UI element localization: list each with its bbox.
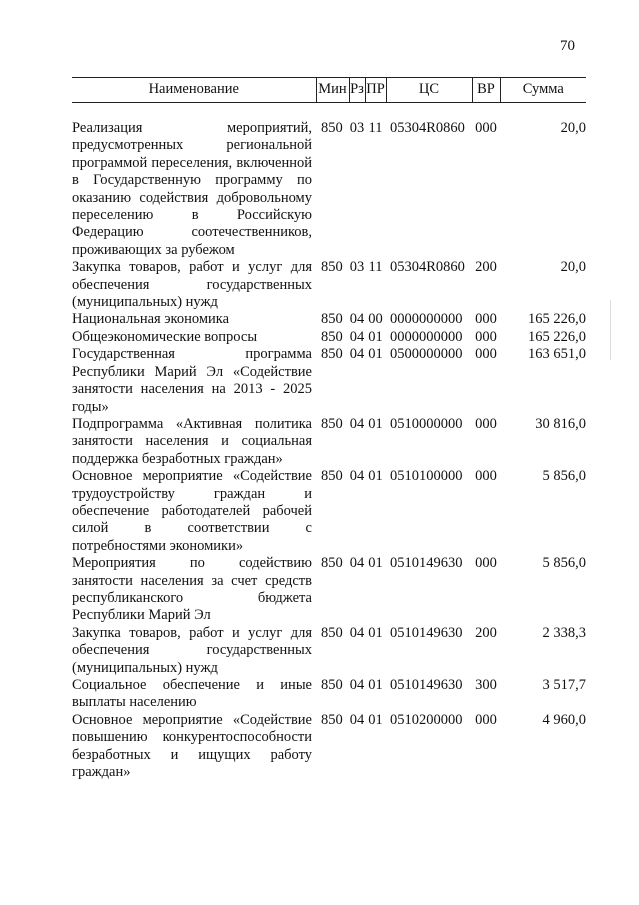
row-rz: 04 — [349, 468, 365, 485]
table-row — [72, 329, 586, 346]
row-sum: 165 226,0 — [528, 328, 586, 345]
row-cs: 0000000000 — [390, 311, 463, 328]
row-name: Основное мероприятие «Содействие трудоустройству граждан и обеспечение работодателей рабочей силой в соответствии с потребностями экономики» — [72, 468, 312, 554]
row-name: Подпрограмма «Активная политика занятости населения и социальная поддержка безработных граждан» — [72, 415, 312, 467]
row-cs: 0510149630 — [390, 624, 463, 641]
table-row — [72, 625, 586, 677]
row-pr: 01 — [368, 555, 383, 572]
row-pr: 11 — [368, 120, 383, 136]
row-rz: 04 — [349, 311, 365, 328]
table-row — [72, 712, 586, 782]
row-rz: 04 — [349, 415, 365, 432]
row-min: 850 — [321, 346, 343, 363]
row-pr: 01 — [368, 711, 383, 728]
table-row — [72, 468, 586, 555]
row-pr: 01 — [368, 346, 383, 363]
row-sum: 5 856,0 — [542, 468, 586, 485]
row-vr: 000 — [475, 311, 497, 328]
row-vr: 000 — [475, 555, 497, 572]
row-min: 850 — [321, 120, 343, 136]
row-vr: 000 — [475, 711, 497, 728]
row-pr: 00 — [368, 311, 383, 328]
row-rz: 04 — [349, 328, 365, 345]
row-sum: 20,0 — [560, 259, 586, 276]
row-name: Реализация мероприятий, предусмотренных региональной программой переселения, включенной в Государственную программу по оказанию содействия добровольному переселению в Российскую Федерацию соотечественников, проживающих за рубежом — [72, 120, 312, 258]
row-vr: 300 — [475, 677, 497, 693]
row-cs: 0510149630 — [390, 555, 463, 572]
row-min: 850 — [321, 677, 343, 693]
row-sum: 163 651,0 — [528, 346, 586, 363]
row-vr: 000 — [475, 415, 497, 432]
row-name: Мероприятия по содействию занятости населения за счет средств республиканского бюджета Республики Марий Эл — [72, 555, 312, 624]
header-vr: ВР — [472, 78, 500, 103]
row-cs: 0510000000 — [390, 415, 463, 432]
header-gap — [72, 103, 586, 121]
scan-margin-mark — [610, 300, 611, 360]
table-row — [72, 346, 586, 416]
row-name: Национальная экономика — [72, 311, 230, 328]
row-rz: 04 — [349, 711, 365, 728]
row-sum: 30 816,0 — [535, 415, 586, 432]
row-cs: 0500000000 — [390, 346, 463, 363]
row-min: 850 — [321, 624, 343, 641]
row-sum: 2 338,3 — [542, 624, 586, 641]
row-vr: 000 — [475, 328, 497, 345]
row-name: Закупка товаров, работ и услуг для обеспечения государственных (муниципальных) нужд — [72, 624, 312, 676]
row-rz: 03 — [349, 120, 365, 136]
row-rz: 04 — [349, 624, 365, 641]
row-min: 850 — [321, 711, 343, 728]
row-cs: 05304R0860 — [390, 120, 465, 136]
row-min: 850 — [321, 415, 343, 432]
page-number: 70 — [560, 38, 575, 54]
row-vr: 200 — [475, 259, 497, 276]
row-pr: 01 — [368, 677, 383, 693]
row-cs: 05304R0860 — [390, 259, 465, 276]
row-pr: 01 — [368, 415, 383, 432]
table-header-row — [72, 78, 586, 103]
budget-table — [72, 77, 586, 781]
row-name: Общеэкономические вопросы — [72, 328, 258, 345]
row-sum: 5 856,0 — [542, 555, 586, 572]
row-rz: 03 — [349, 259, 365, 276]
table-row — [72, 555, 586, 625]
table-row — [72, 416, 586, 468]
row-name: Основное мероприятие «Содействие повышению конкурентоспособности безработных и ищущих работу граждан» — [72, 711, 312, 781]
table-row — [72, 259, 586, 311]
header-pr: ПР — [365, 78, 386, 103]
row-sum: 20,0 — [560, 120, 586, 136]
row-cs: 0510100000 — [390, 468, 463, 485]
table-row — [72, 120, 586, 259]
row-min: 850 — [321, 328, 343, 345]
row-cs: 0510149630 — [390, 677, 463, 693]
header-min: Мин — [316, 78, 349, 103]
row-name: Закупка товаров, работ и услуг для обеспечения государственных (муниципальных) нужд — [72, 259, 312, 311]
row-rz: 04 — [349, 677, 365, 693]
header-rz: Рз — [349, 78, 365, 103]
row-cs: 0000000000 — [390, 328, 463, 345]
row-min: 850 — [321, 555, 343, 572]
row-rz: 04 — [349, 555, 365, 572]
header-sum: Сумма — [500, 78, 586, 103]
row-min: 850 — [321, 311, 343, 328]
row-rz: 04 — [349, 346, 365, 363]
row-pr: 01 — [368, 624, 383, 641]
table-row — [72, 311, 586, 328]
table-row — [72, 677, 586, 712]
row-min: 850 — [321, 468, 343, 485]
row-vr: 000 — [475, 468, 497, 485]
row-pr: 01 — [368, 468, 383, 485]
row-vr: 200 — [475, 624, 497, 641]
row-sum: 4 960,0 — [542, 711, 586, 728]
row-sum: 165 226,0 — [528, 311, 586, 328]
row-min: 850 — [321, 259, 343, 276]
row-vr: 000 — [475, 346, 497, 363]
row-pr: 01 — [368, 328, 383, 345]
row-name: Государственная программа Республики Марий Эл «Содействие занятости населения на 2013 - 2025 годы» — [72, 346, 312, 415]
header-name: Наименование — [72, 78, 316, 103]
row-cs: 0510200000 — [390, 711, 463, 728]
row-name: Социальное обеспечение и иные выплаты населению — [72, 677, 312, 711]
header-cs: ЦС — [386, 78, 472, 103]
row-pr: 11 — [368, 259, 383, 276]
row-vr: 000 — [475, 120, 497, 136]
row-sum: 3 517,7 — [542, 677, 586, 693]
